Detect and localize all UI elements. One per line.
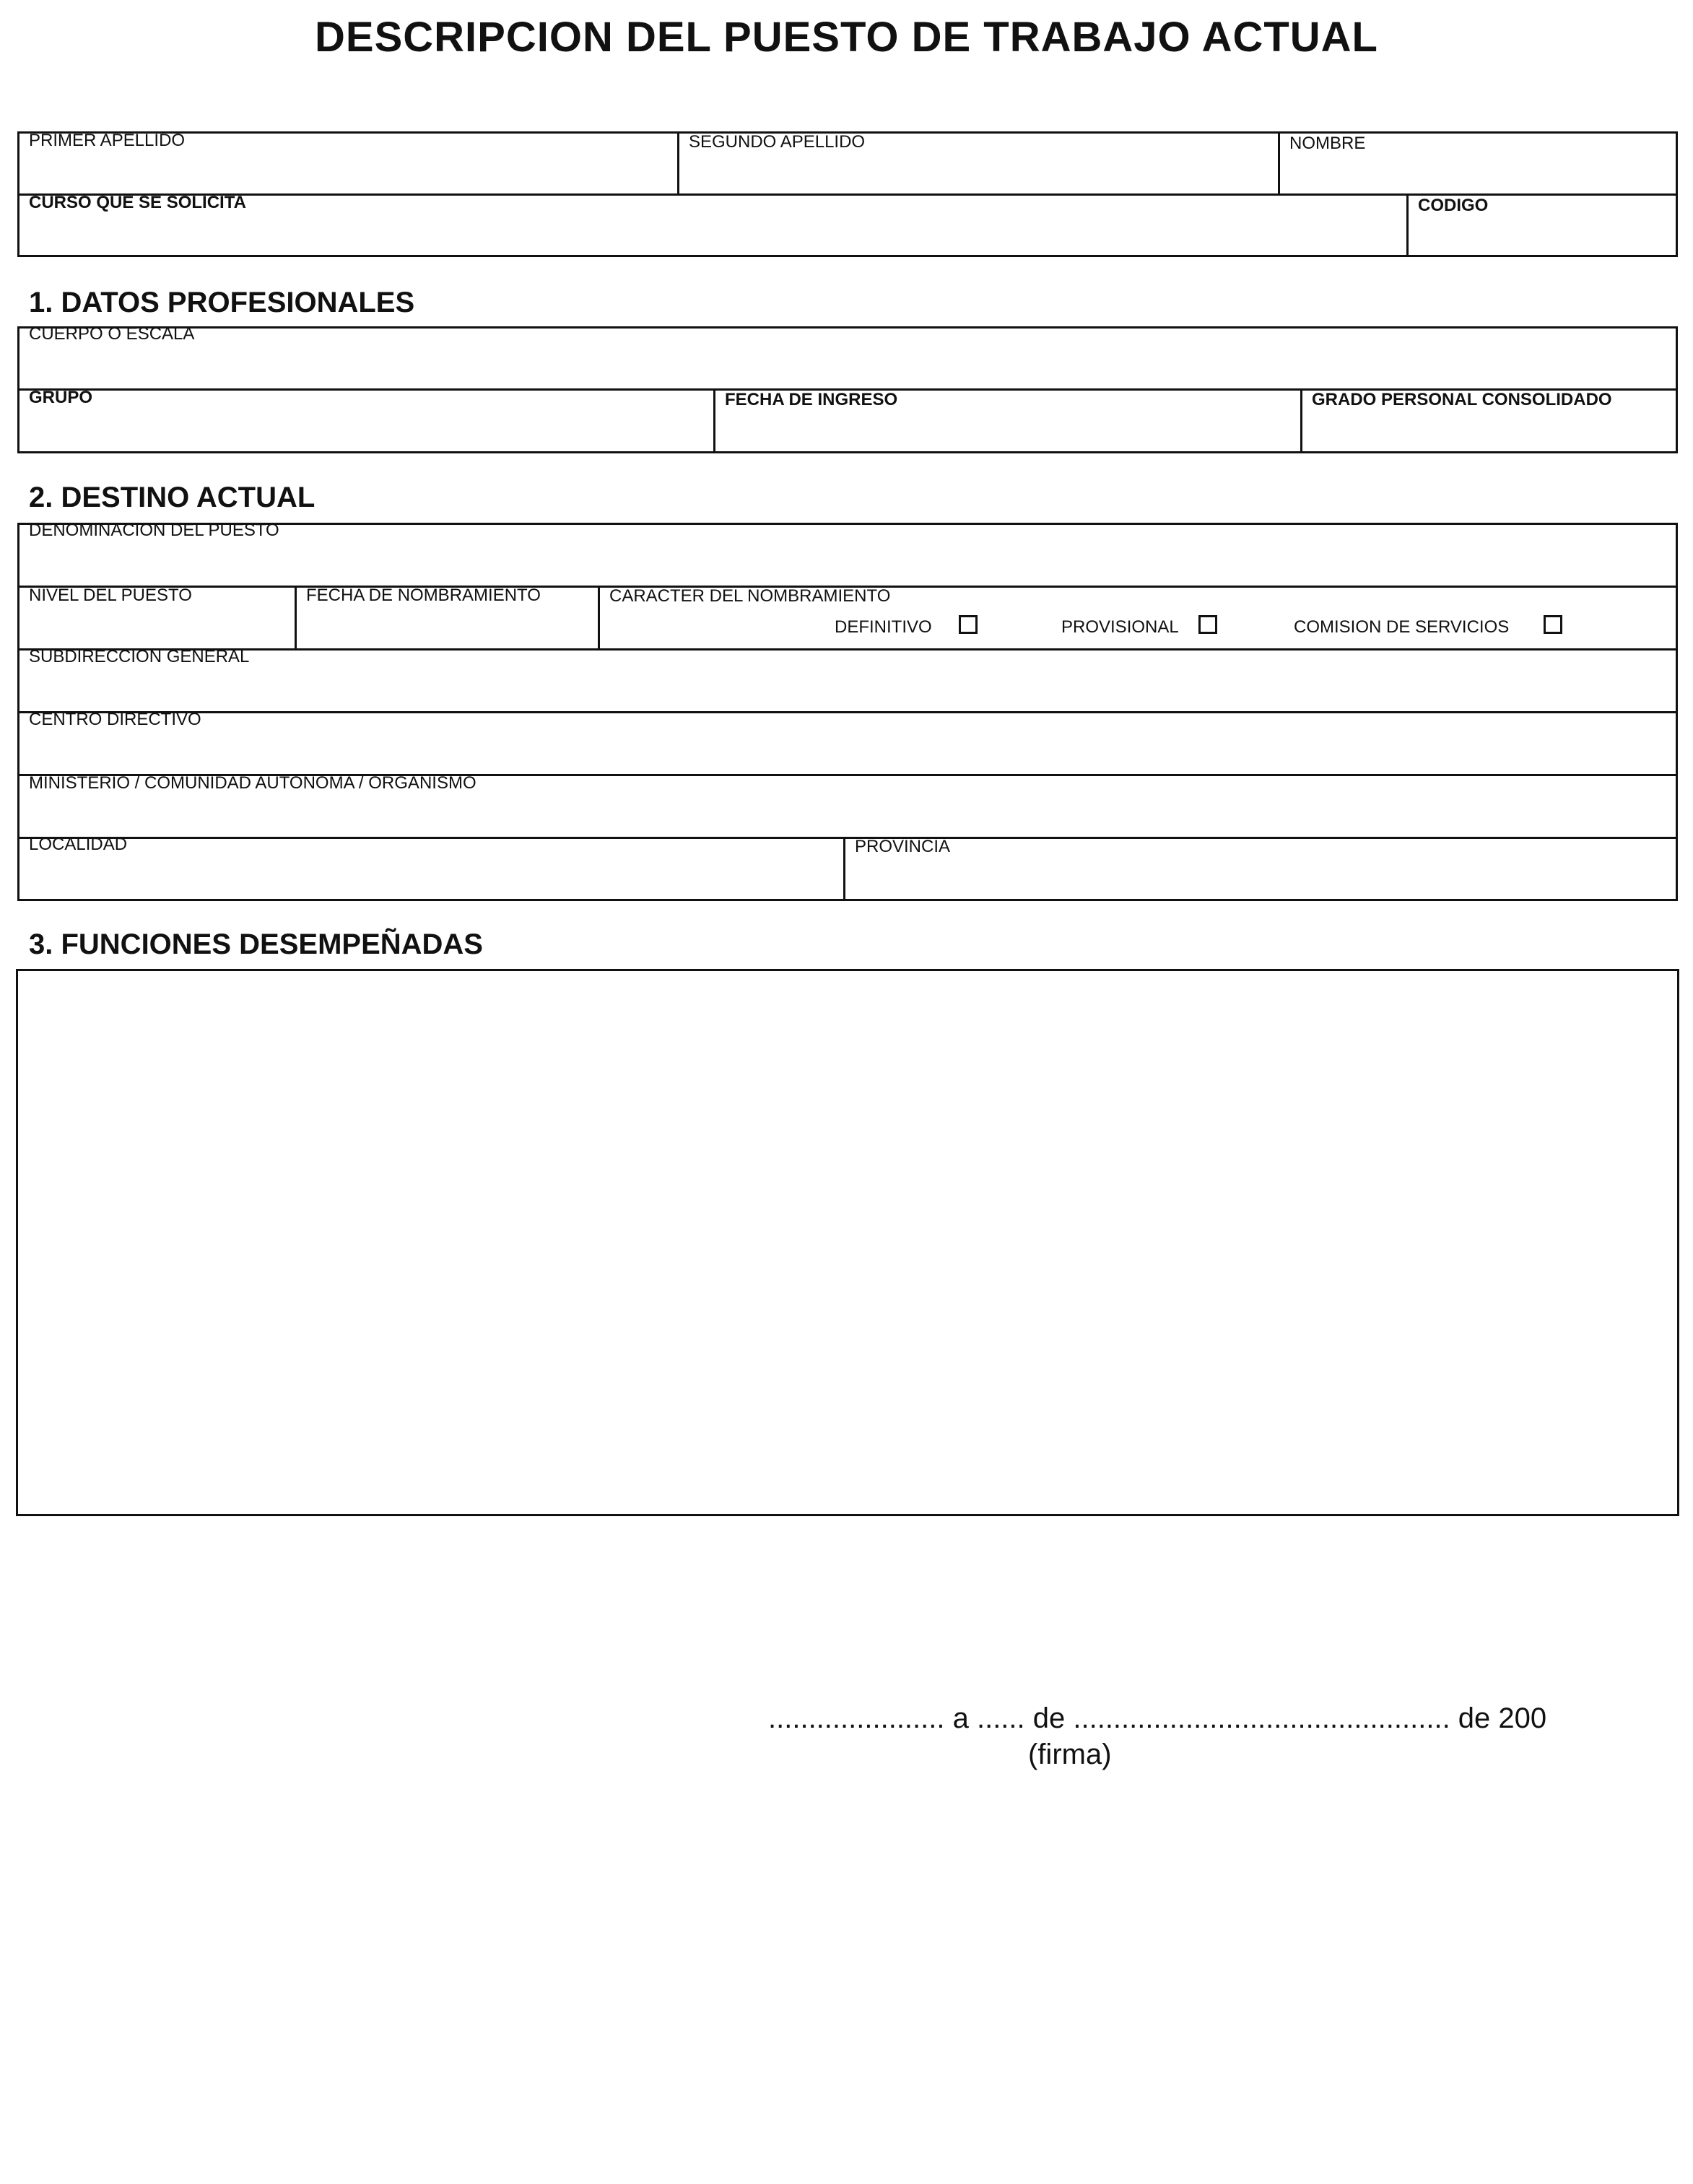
centro-label: CENTRO DIRECTIVO: [29, 710, 201, 729]
grado-label: GRADO PERSONAL CONSOLIDADO: [1312, 390, 1612, 409]
funciones-textarea[interactable]: [16, 969, 1679, 1516]
nombre-label: NOMBRE: [1289, 134, 1366, 153]
segundo-apellido-label: SEGUNDO APELLIDO: [689, 132, 866, 152]
localidad-field[interactable]: [19, 839, 843, 899]
localidad-label: LOCALIDAD: [29, 835, 128, 854]
curso-label: CURSO QUE SE SOLICITA: [29, 193, 246, 212]
provisional-label: PROVISIONAL: [1061, 617, 1179, 637]
comision-checkbox[interactable]: [1544, 615, 1562, 634]
codigo-label: CODIGO: [1418, 196, 1489, 215]
caracter-label: CARACTER DEL NOMBRAMIENTO: [609, 586, 891, 606]
subdireccion-label: SUBDIRECCION GENERAL: [29, 647, 250, 666]
section-3-heading: 3. FUNCIONES DESEMPEÑADAS: [29, 928, 483, 960]
fecha-nombramiento-label: FECHA DE NOMBRAMIENTO: [306, 586, 541, 605]
ministerio-label: MINISTERIO / COMUNIDAD AUTONOMA / ORGANISMO: [29, 773, 476, 793]
definitivo-checkbox[interactable]: [959, 615, 978, 634]
nivel-label: NIVEL DEL PUESTO: [29, 586, 192, 605]
fecha-ingreso-label: FECHA DE INGRESO: [725, 390, 898, 409]
cuerpo-field[interactable]: [19, 329, 1676, 388]
section-1-heading: 1. DATOS PROFESIONALES: [29, 287, 415, 318]
primer-apellido-label: PRIMER APELLIDO: [29, 131, 186, 150]
section-2-heading: 2. DESTINO ACTUAL: [29, 482, 315, 513]
page-title: DESCRIPCION DEL PUESTO DE TRABAJO ACTUAL: [315, 14, 1378, 61]
subdireccion-field[interactable]: [19, 651, 1676, 710]
grupo-label: GRUPO: [29, 388, 93, 407]
date-signature-line: ...................... a ...... de ............................................... de 200: [768, 1702, 1547, 1734]
grupo-field[interactable]: [19, 391, 713, 451]
signature-label: (firma): [1028, 1739, 1112, 1770]
definitivo-label: DEFINITIVO: [835, 617, 932, 637]
cuerpo-label: CUERPO O ESCALA: [29, 324, 195, 344]
comision-label: COMISION DE SERVICIOS: [1294, 617, 1510, 637]
provincia-field[interactable]: [845, 839, 1676, 899]
centro-field[interactable]: [19, 713, 1676, 773]
denominacion-label: DENOMINACION DEL PUESTO: [29, 521, 279, 540]
provisional-checkbox[interactable]: [1198, 615, 1217, 634]
provincia-label: PROVINCIA: [855, 837, 951, 856]
